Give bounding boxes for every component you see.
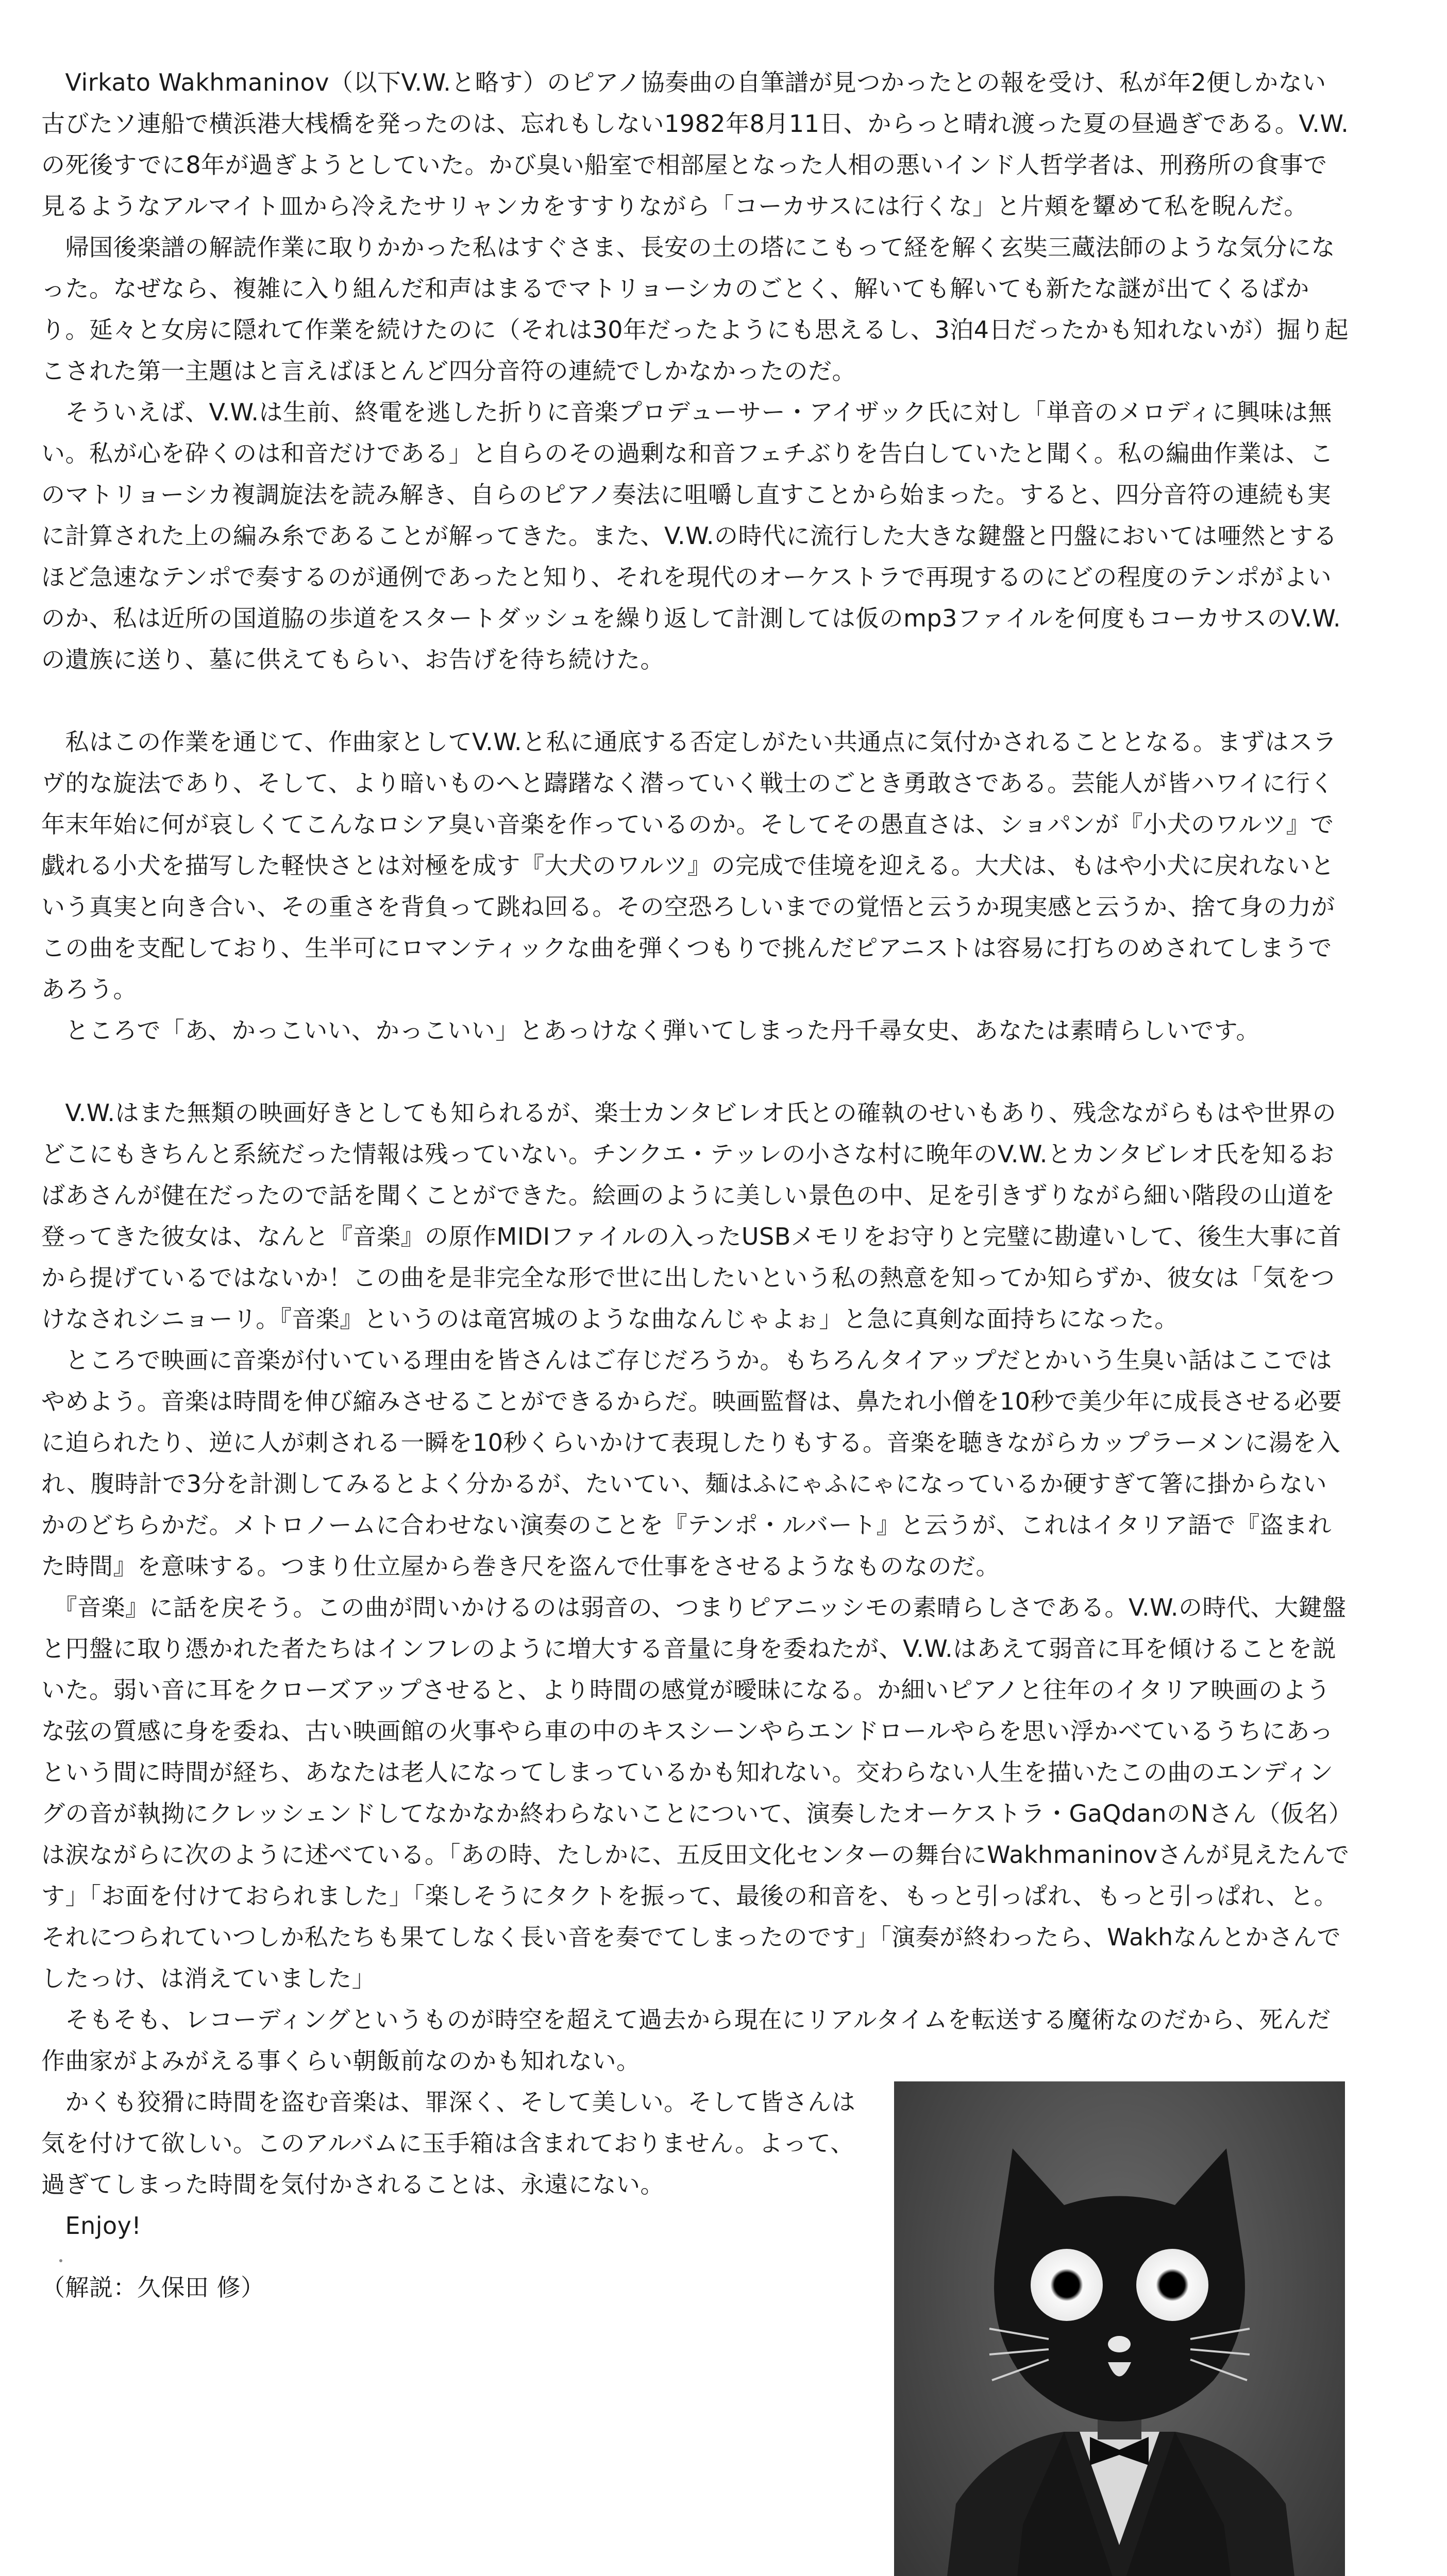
paragraph-gap bbox=[41, 680, 1350, 721]
essay-body bbox=[41, 62, 1350, 2308]
credit: （解説：久保田 修） bbox=[41, 2274, 265, 2301]
paragraph-2: 帰国後楽譜の解読作業に取りかかった私はすぐさま、長安の土の塔にこもって経を解く玄奘三蔵法師のような気分になった。なぜなら、複雑に入り組んだ和声はまるでマトリョーシカのごとく、解いても解いても新たな謎が出てくるばかり。延々と女房に隠れて作業を続けたのに（それは30年だったようにも思えるし、3泊4日だったかも知れないが）掘り起こされた第一主題はと言えばほとんど四分音符の連続でしかなかったのだ。 bbox=[41, 233, 1349, 385]
paragraph-1: Virkato Wakhmaninov（以下V.W.と略す）のピアノ協奏曲の自筆譜が見つかったとの報を受け、私が年2便しかない古びたソ連船で横浜港大桟橋を発ったのは、忘れもしない1982年8月11日、からっと晴れ渡った夏の昼過ぎである。V.W.の死後すでに8年が過ぎようとしていた。かび臭い船室で相部屋となった人相の悪いインド人哲学者は、刑務所の食事で見るようなアルマイト皿から冷えたサリャンカをすすりながら「コーカサスには行くな」と片頬を顰めて私を睨んだ。 bbox=[41, 69, 1349, 220]
paragraph-6: V.W.はまた無類の映画好きとしても知られるが、楽士カンタビレオ氏との確執のせいもあり、残念ながらもはや世界のどこにもきちんと系統だった情報は残っていない。チンクエ・テッレの小さな村に晩年のV.W.とカンタビレオ氏を知るおばあさんが健在だったので話を聞くことができた。絵画のように美しい景色の中、足を引きずりながら細い階段の山道を登ってきた彼女は、なんと『音楽』の原作MIDIファイルの入ったUSBメモリをお守りと完璧に勘違いして、後生大事に首から提げているではないか！この曲を是非完全な形で世に出したいという私の熱意を知ってか知らずか、彼女は「気をつけなされシニョーリ。『音楽』というのは竜宮城のような曲なんじゃよぉ」と急に真剣な面持ちになった。 bbox=[41, 1099, 1342, 1333]
paragraph-8: 『音楽』に話を戻そう。この曲が問いかけるのは弱音の、つまりピアニッシモの素晴らしさである。V.W.の時代、大鍵盤と円盤に取り憑かれた者たちはインフレのように増大する音量に身を委ねたが、V.W.はあえて弱音に耳を傾けることを説いた。弱い音に耳をクローズアップさせると、より時間の感覚が曖昧になる。か細いピアノと往年のイタリア映画のような弦の質感に身を委ね、古い映画館の火事やら車の中のキスシーンやらエンドロールやらを思い浮かべているうちにあっという間に時間が経ち、あなたは老人になってしまっているかも知れない。交わらない人生を描いたこの曲のエンディングの音が執拗にクレッシェンドしてなかなか終わらないことについて、演奏したオーケストラ・GaQdanのNさん（仮名）は涙ながらに次のように述べている。「あの時、たしかに、五反田文化センターの舞台にWakhmaninovさんが見えたんです」「お面を付けておられました」「楽しそうにタクトを振って、最後の和音を、もっと引っぱれ、もっと引っぱれ、と。それにつられていつしか私たちも果てしなく長い音を奏でてしまったのです」「演奏が終わったら、Wakhなんとかさんでしたっけ、は消えていました」 bbox=[41, 1594, 1350, 1992]
cat-mask-portrait-photo bbox=[894, 2081, 1345, 2576]
paragraph-9: そもそも、レコーディングというものが時空を超えて過去から現在にリアルタイムを転送する魔術なのだから、死んだ作曲家がよみがえる事くらい朝飯前なのかも知れない。 bbox=[41, 2006, 1331, 2075]
small-dot-mark bbox=[59, 2259, 62, 2262]
paragraph-5: ところで「あ、かっこいい、かっこいい」とあっけなく弾いてしまった丹千尋女史、あなたは素晴らしいです。 bbox=[41, 1016, 1260, 1044]
paragraph-enjoy: Enjoy! bbox=[41, 2212, 142, 2240]
paragraph-7: ところで映画に音楽が付いている理由を皆さんはご存じだろうか。もちろんタイアップだとかいう生臭い話はここではやめよう。音楽は時間を伸び縮みさせることができるからだ。映画監督は、鼻たれ小僧を10秒で美少年に成長させる必要に迫られたり、逆に人が刺される一瞬を10秒くらいかけて表現したりもする。音楽を聴きながらカップラーメンに湯を入れ、腹時計で3分を計測してみるとよく分かるが、たいてい、麺はふにゃふにゃになっているか硬すぎて箸に掛からないかのどちらかだ。メトロノームに合わせない演奏のことを『テンポ・ルバート』と云うが、これはイタリア語で『盗まれた時間』を意味する。つまり仕立屋から巻き尺を盗んで仕事をさせるようなものなのだ。 bbox=[41, 1346, 1342, 1580]
portrait-illustration bbox=[894, 2081, 1345, 2576]
paragraph-4: 私はこの作業を通じて、作曲家としてV.W.と私に通底する否定しがたい共通点に気付かされることとなる。まずはスラヴ的な旋法であり、そして、より暗いものへと躊躇なく潜っていく戦士のごとき勇敢さである。芸能人が皆ハワイに行く年末年始に何が哀しくてこんなロシア臭い音楽を作っているのか。そしてその愚直さは、ショパンが『小犬のワルツ』で戯れる小犬を描写した軽快さとは対極を成す『大犬のワルツ』の完成で佳境を迎える。大犬は、もはや小犬に戻れないという真実と向き合い、その重さを背負って跳ね回る。その空恐ろしいまでの覚悟と云うか現実感と云うか、捨て身の力がこの曲を支配しており、生半可にロマンティックな曲を弾くつもりで挑んだピアニストは容易に打ちのめされてしまうであろう。 bbox=[41, 728, 1337, 1003]
paragraph-10: かくも狡猾に時間を盗む音楽は、罪深く、そして美しい。そして皆さんは気を付けて欲しい。このアルバムに玉手箱は含まれておりません。よって、過ぎてしまった時間を気付かされることは、永遠にない。 bbox=[41, 2088, 856, 2198]
paragraph-gap bbox=[41, 1051, 1350, 1092]
paragraph-3: そういえば、V.W.は生前、終電を逃した折りに音楽プロデューサー・アイザック氏に対し「単音のメロディに興味は無い。私が心を砕くのは和音だけである」と自らのその過剰な和音フェチぶりを告白していたと聞く。私の編曲作業は、このマトリョーシカ複調旋法を読み解き、自らのピアノ奏法に咀嚼し直すことから始まった。すると、四分音符の連続も実に計算された上の編み糸であることが解ってきた。また、V.W.の時代に流行した大きな鍵盤と円盤においては唖然とするほど急速なテンポで奏するのが通例であったと知り、それを現代のオーケストラで再現するのにどの程度のテンポがよいのか、私は近所の国道脇の歩道をスタートダッシュを繰り返して計測しては仮のmp3ファイルを何度もコーカサスのV.W.の遺族に送り、墓に供えてもらい、お告げを待ち続けた。 bbox=[41, 398, 1341, 673]
